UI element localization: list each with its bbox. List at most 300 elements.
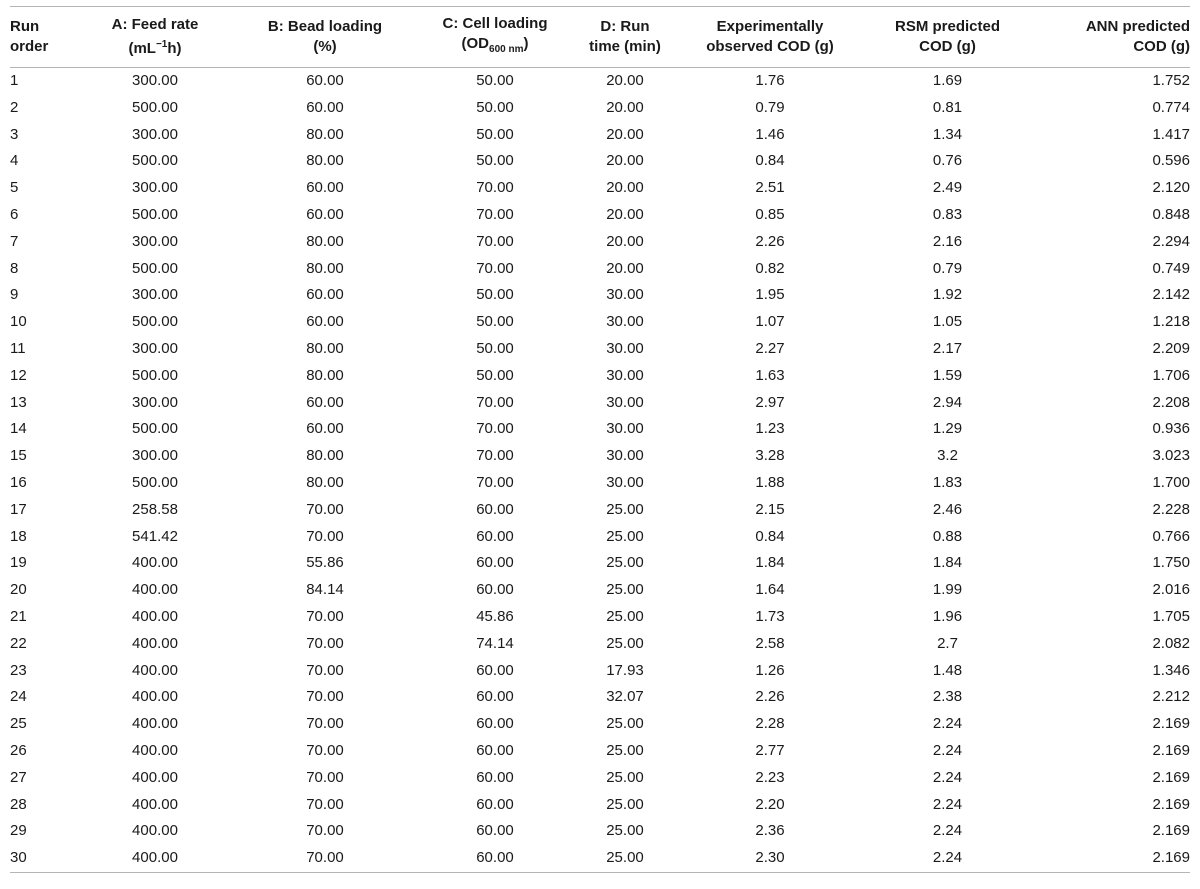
header-bead-loading-line2: (%) <box>313 38 337 55</box>
header-run-time <box>580 7 670 68</box>
cell-feed-rate: 400.00 <box>132 688 178 706</box>
cell-run-order: 11 <box>10 339 26 357</box>
cell-observed-cod: 3.28 <box>755 447 785 465</box>
cell-ann-cod: 1.417 <box>1152 125 1190 143</box>
table-row <box>10 175 1190 202</box>
cell-observed-cod: 0.84 <box>755 527 785 545</box>
cell-run-time: 32.07 <box>606 688 644 706</box>
cell-rsm-cod: 2.24 <box>932 741 963 759</box>
header-rsm-cod-line1: RSM predicted <box>894 18 1000 35</box>
cell-feed-rate: 300.00 <box>132 125 178 143</box>
cell-bead-loading: 80.00 <box>306 366 344 384</box>
cell-cell-loading: 60.00 <box>476 849 514 867</box>
header-ann-cod-line2: COD (g) <box>1133 38 1190 55</box>
cell-run-time: 25.00 <box>606 741 644 759</box>
data-table-container <box>10 0 1190 873</box>
cell-bead-loading: 70.00 <box>306 500 344 518</box>
cell-ann-cod: 0.774 <box>1152 98 1190 116</box>
cell-cell-loading: 50.00 <box>476 366 514 384</box>
cell-ann-cod: 1.706 <box>1152 366 1190 384</box>
cell-run-time: 20.00 <box>606 98 644 116</box>
cell-bead-loading: 80.00 <box>306 473 344 491</box>
cell-observed-cod: 2.15 <box>755 500 785 518</box>
header-bead-loading <box>240 7 410 68</box>
cell-cell-loading: 60.00 <box>476 715 514 733</box>
cell-cell-loading: 70.00 <box>476 420 514 438</box>
cell-run-order: 2 <box>10 98 19 116</box>
cell-observed-cod: 1.73 <box>755 607 785 625</box>
table-row <box>10 148 1190 175</box>
cell-observed-cod: 1.88 <box>755 473 785 491</box>
cell-feed-rate: 400.00 <box>132 581 178 599</box>
cell-cell-loading: 60.00 <box>476 768 514 786</box>
table-row <box>10 390 1190 417</box>
cell-observed-cod: 1.46 <box>755 125 785 143</box>
cell-run-order: 8 <box>10 259 19 277</box>
cell-run-time: 25.00 <box>606 607 644 625</box>
cell-feed-rate: 500.00 <box>132 205 178 223</box>
table-header <box>10 7 1190 68</box>
cell-run-order: 29 <box>10 822 27 840</box>
header-rsm-cod <box>870 7 1025 68</box>
cell-rsm-cod: 1.83 <box>932 473 963 491</box>
cell-cell-loading: 70.00 <box>476 447 514 465</box>
cell-cell-loading: 60.00 <box>476 795 514 813</box>
table-row <box>10 792 1190 819</box>
cell-observed-cod: 2.36 <box>755 822 785 840</box>
cell-run-order: 20 <box>10 581 27 599</box>
cell-cell-loading: 70.00 <box>476 259 514 277</box>
cell-run-order: 12 <box>10 366 27 384</box>
cell-feed-rate: 300.00 <box>132 339 178 357</box>
header-run-time-line2: time (min) <box>589 38 661 55</box>
cell-bead-loading: 80.00 <box>306 125 344 143</box>
cell-ann-cod: 1.752 <box>1152 72 1190 89</box>
cell-cell-loading: 60.00 <box>476 741 514 759</box>
cell-observed-cod: 2.51 <box>755 179 785 197</box>
cell-observed-cod: 1.26 <box>755 661 785 679</box>
cell-bead-loading: 60.00 <box>306 420 344 438</box>
cell-ann-cod: 2.208 <box>1152 393 1190 411</box>
cell-cell-loading: 60.00 <box>476 688 514 706</box>
table-row <box>10 309 1190 336</box>
cell-run-time: 20.00 <box>606 179 644 197</box>
cell-ann-cod: 2.169 <box>1152 849 1190 867</box>
cell-run-time: 25.00 <box>606 768 644 786</box>
cell-feed-rate: 300.00 <box>132 232 178 250</box>
cell-observed-cod: 0.82 <box>755 259 785 277</box>
cell-ann-cod: 0.749 <box>1152 259 1190 277</box>
cell-observed-cod: 1.95 <box>755 286 785 304</box>
cell-cell-loading: 70.00 <box>476 473 514 491</box>
table-row <box>10 443 1190 470</box>
header-ann-cod <box>1025 7 1190 68</box>
cell-run-time: 20.00 <box>606 152 644 170</box>
cell-rsm-cod: 1.29 <box>932 420 963 438</box>
cell-run-order: 6 <box>10 205 19 223</box>
cell-bead-loading: 60.00 <box>306 286 344 304</box>
cell-run-time: 25.00 <box>606 715 644 733</box>
table-row <box>10 765 1190 792</box>
cell-run-order: 17 <box>10 500 27 518</box>
cell-ann-cod: 2.169 <box>1152 822 1190 840</box>
cell-feed-rate: 400.00 <box>132 768 178 786</box>
cell-feed-rate: 400.00 <box>132 795 178 813</box>
cell-ann-cod: 1.218 <box>1152 313 1190 331</box>
cell-run-order: 24 <box>10 688 27 706</box>
cell-observed-cod: 2.20 <box>755 795 785 813</box>
cell-ann-cod: 2.169 <box>1152 715 1190 733</box>
cell-run-time: 30.00 <box>606 313 644 331</box>
header-ann-cod-line1: ANN predicted <box>1085 18 1190 35</box>
cell-ann-cod: 1.700 <box>1152 473 1190 491</box>
cell-observed-cod: 2.26 <box>755 688 785 706</box>
cell-run-time: 20.00 <box>606 205 644 223</box>
cell-run-order: 9 <box>10 286 19 304</box>
table-row <box>10 416 1190 443</box>
cell-bead-loading: 60.00 <box>306 72 344 89</box>
cell-bead-loading: 80.00 <box>306 152 344 170</box>
cell-run-time: 17.93 <box>606 661 644 679</box>
cell-feed-rate: 400.00 <box>132 849 178 867</box>
cell-run-order: 4 <box>10 152 19 170</box>
cell-feed-rate: 400.00 <box>132 661 178 679</box>
cell-rsm-cod: 2.24 <box>932 715 963 733</box>
cell-rsm-cod: 1.05 <box>932 313 963 331</box>
header-observed-cod <box>670 7 870 68</box>
header-rsm-cod-line2: COD (g) <box>919 38 976 55</box>
cell-observed-cod: 2.58 <box>755 634 785 652</box>
cell-bead-loading: 80.00 <box>306 447 344 465</box>
cell-bead-loading: 80.00 <box>306 232 344 250</box>
cell-feed-rate: 500.00 <box>132 259 178 277</box>
cell-run-order: 25 <box>10 715 27 733</box>
cell-ann-cod: 2.228 <box>1152 500 1190 518</box>
cell-run-order: 18 <box>10 527 27 545</box>
cell-cell-loading: 70.00 <box>476 232 514 250</box>
cell-rsm-cod: 2.24 <box>932 849 963 867</box>
cell-feed-rate: 400.00 <box>132 634 178 652</box>
cell-rsm-cod: 2.24 <box>932 822 963 840</box>
cell-rsm-cod: 0.83 <box>932 205 963 223</box>
cell-ann-cod: 2.016 <box>1152 581 1190 599</box>
cell-rsm-cod: 1.96 <box>932 607 963 625</box>
cell-rsm-cod: 0.88 <box>932 527 963 545</box>
header-feed-rate-unit-b: h) <box>167 40 182 57</box>
cell-bead-loading: 70.00 <box>306 634 344 652</box>
cell-feed-rate: 258.58 <box>132 500 178 518</box>
cell-run-time: 30.00 <box>606 447 644 465</box>
cell-cell-loading: 60.00 <box>476 661 514 679</box>
cell-feed-rate: 300.00 <box>132 447 178 465</box>
cell-observed-cod: 2.28 <box>755 715 785 733</box>
cell-rsm-cod: 0.81 <box>932 98 963 116</box>
cell-run-order: 14 <box>10 420 27 438</box>
table-row <box>10 550 1190 577</box>
cell-feed-rate: 400.00 <box>132 554 178 572</box>
header-bead-loading-line1: B: Bead loading <box>267 18 383 35</box>
cell-rsm-cod: 1.34 <box>932 125 963 143</box>
cell-rsm-cod: 0.79 <box>932 259 963 277</box>
bottom-rule <box>10 872 1190 873</box>
cell-run-order: 23 <box>10 661 27 679</box>
cell-run-time: 30.00 <box>606 420 644 438</box>
cell-cell-loading: 60.00 <box>476 581 514 599</box>
cell-observed-cod: 2.26 <box>755 232 785 250</box>
header-run-order-line2: order <box>10 38 49 55</box>
cell-run-order: 21 <box>10 607 27 625</box>
cell-observed-cod: 0.84 <box>755 152 785 170</box>
header-feed-rate-line1: A: Feed rate <box>111 16 199 33</box>
cell-ann-cod: 0.766 <box>1152 527 1190 545</box>
cell-run-order: 5 <box>10 179 19 197</box>
cell-bead-loading: 60.00 <box>306 393 344 411</box>
cell-ann-cod: 3.023 <box>1152 447 1190 465</box>
table-row <box>10 684 1190 711</box>
cell-cell-loading: 50.00 <box>476 125 514 143</box>
cell-ann-cod: 2.209 <box>1152 339 1190 357</box>
cell-bead-loading: 70.00 <box>306 822 344 840</box>
cell-feed-rate: 500.00 <box>132 473 178 491</box>
header-cell-loading-unit-sub: 600 nm <box>489 44 524 55</box>
cell-ann-cod: 0.596 <box>1152 152 1190 170</box>
cell-observed-cod: 2.30 <box>755 849 785 867</box>
table-row <box>10 818 1190 845</box>
cell-bead-loading: 70.00 <box>306 661 344 679</box>
cell-observed-cod: 1.23 <box>755 420 785 438</box>
cell-run-order: 3 <box>10 125 19 143</box>
cell-ann-cod: 0.936 <box>1152 420 1190 438</box>
cell-feed-rate: 300.00 <box>132 72 178 89</box>
cell-rsm-cod: 1.84 <box>932 554 963 572</box>
cell-bead-loading: 70.00 <box>306 715 344 733</box>
cell-rsm-cod: 2.24 <box>932 795 963 813</box>
header-cell-loading <box>410 7 580 68</box>
cell-run-time: 25.00 <box>606 554 644 572</box>
header-observed-cod-line2: observed COD (g) <box>706 38 834 55</box>
cell-bead-loading: 84.14 <box>306 581 344 599</box>
cell-rsm-cod: 2.7 <box>937 634 958 652</box>
cell-cell-loading: 70.00 <box>476 179 514 197</box>
cell-cell-loading: 70.00 <box>476 393 514 411</box>
table-row <box>10 229 1190 256</box>
cell-run-order: 16 <box>10 473 27 491</box>
table-row <box>10 845 1190 872</box>
cell-cell-loading: 60.00 <box>476 554 514 572</box>
cell-bead-loading: 70.00 <box>306 741 344 759</box>
cell-ann-cod: 1.750 <box>1152 554 1190 572</box>
cell-run-order: 28 <box>10 795 27 813</box>
cell-bead-loading: 60.00 <box>306 179 344 197</box>
cell-observed-cod: 0.79 <box>755 98 785 116</box>
table-row <box>10 577 1190 604</box>
cell-cell-loading: 50.00 <box>476 313 514 331</box>
table-row <box>10 738 1190 765</box>
table-row <box>10 363 1190 390</box>
cell-observed-cod: 1.76 <box>755 72 785 89</box>
cell-ann-cod: 2.212 <box>1152 688 1190 706</box>
table-row <box>10 658 1190 685</box>
cell-feed-rate: 500.00 <box>132 366 178 384</box>
cell-rsm-cod: 2.46 <box>932 500 963 518</box>
cell-ann-cod: 2.169 <box>1152 795 1190 813</box>
table-row <box>10 282 1190 309</box>
cell-run-time: 25.00 <box>606 822 644 840</box>
cell-run-time: 25.00 <box>606 795 644 813</box>
cell-run-time: 30.00 <box>606 366 644 384</box>
cell-observed-cod: 2.97 <box>755 393 785 411</box>
cell-ann-cod: 2.169 <box>1152 741 1190 759</box>
cell-rsm-cod: 1.92 <box>932 286 963 304</box>
cell-run-time: 20.00 <box>606 72 644 89</box>
cell-cell-loading: 74.14 <box>476 634 514 652</box>
cell-observed-cod: 1.63 <box>755 366 785 384</box>
table-row <box>10 631 1190 658</box>
cell-observed-cod: 1.07 <box>755 313 785 331</box>
table-row <box>10 497 1190 524</box>
header-feed-rate-unit-sup: −1 <box>155 39 168 50</box>
cell-observed-cod: 2.27 <box>755 339 785 357</box>
cell-bead-loading: 70.00 <box>306 688 344 706</box>
data-table <box>10 7 1190 872</box>
cell-feed-rate: 400.00 <box>132 715 178 733</box>
cell-bead-loading: 70.00 <box>306 607 344 625</box>
cell-ann-cod: 2.169 <box>1152 768 1190 786</box>
cell-run-order: 22 <box>10 634 27 652</box>
cell-run-time: 25.00 <box>606 634 644 652</box>
cell-bead-loading: 55.86 <box>306 554 344 572</box>
cell-feed-rate: 400.00 <box>132 607 178 625</box>
header-feed-rate <box>70 7 240 68</box>
table-row <box>10 95 1190 122</box>
table-row <box>10 256 1190 283</box>
cell-run-time: 30.00 <box>606 339 644 357</box>
cell-run-order: 1 <box>10 72 19 89</box>
cell-run-time: 25.00 <box>606 581 644 599</box>
header-feed-rate-line2 <box>70 35 240 59</box>
cell-cell-loading: 70.00 <box>476 205 514 223</box>
table-row <box>10 470 1190 497</box>
cell-run-order: 10 <box>10 313 27 331</box>
cell-cell-loading: 50.00 <box>476 98 514 116</box>
cell-bead-loading: 70.00 <box>306 527 344 545</box>
header-row <box>10 7 1190 68</box>
cell-rsm-cod: 1.69 <box>932 72 963 89</box>
cell-bead-loading: 70.00 <box>306 849 344 867</box>
cell-ann-cod: 0.848 <box>1152 205 1190 223</box>
cell-ann-cod: 1.346 <box>1152 661 1190 679</box>
cell-run-time: 30.00 <box>606 473 644 491</box>
cell-rsm-cod: 2.94 <box>932 393 963 411</box>
cell-feed-rate: 400.00 <box>132 741 178 759</box>
cell-run-time: 20.00 <box>606 125 644 143</box>
cell-bead-loading: 60.00 <box>306 313 344 331</box>
cell-rsm-cod: 0.76 <box>932 152 963 170</box>
cell-feed-rate: 500.00 <box>132 420 178 438</box>
cell-run-time: 30.00 <box>606 286 644 304</box>
table-row <box>10 202 1190 229</box>
cell-run-time: 25.00 <box>606 527 644 545</box>
cell-run-time: 25.00 <box>606 849 644 867</box>
cell-feed-rate: 300.00 <box>132 179 178 197</box>
cell-cell-loading: 60.00 <box>476 500 514 518</box>
cell-rsm-cod: 1.59 <box>932 366 963 384</box>
cell-cell-loading: 50.00 <box>476 339 514 357</box>
table-row <box>10 604 1190 631</box>
cell-run-order: 7 <box>10 232 19 250</box>
header-observed-cod-line1: Experimentally <box>716 18 824 35</box>
cell-run-time: 25.00 <box>606 500 644 518</box>
cell-rsm-cod: 2.16 <box>932 232 963 250</box>
cell-rsm-cod: 2.24 <box>932 768 963 786</box>
table-row <box>10 711 1190 738</box>
cell-bead-loading: 70.00 <box>306 795 344 813</box>
cell-bead-loading: 60.00 <box>306 205 344 223</box>
cell-run-order: 30 <box>10 849 27 867</box>
cell-ann-cod: 2.142 <box>1152 286 1190 304</box>
cell-observed-cod: 2.23 <box>755 768 785 786</box>
cell-observed-cod: 1.64 <box>755 581 785 599</box>
cell-cell-loading: 50.00 <box>476 286 514 304</box>
cell-bead-loading: 60.00 <box>306 98 344 116</box>
table-row <box>10 68 1190 95</box>
cell-feed-rate: 300.00 <box>132 393 178 411</box>
header-cell-loading-line2 <box>410 34 580 60</box>
cell-bead-loading: 80.00 <box>306 339 344 357</box>
header-run-time-line1: D: Run <box>600 18 650 35</box>
cell-cell-loading: 60.00 <box>476 527 514 545</box>
table-row <box>10 524 1190 551</box>
cell-ann-cod: 2.082 <box>1152 634 1190 652</box>
header-run-order-line1: Run <box>10 18 40 35</box>
cell-run-time: 20.00 <box>606 259 644 277</box>
header-cell-loading-unit-a: (OD <box>461 35 490 52</box>
cell-bead-loading: 80.00 <box>306 259 344 277</box>
cell-cell-loading: 50.00 <box>476 152 514 170</box>
cell-rsm-cod: 1.99 <box>932 581 963 599</box>
cell-run-order: 26 <box>10 741 27 759</box>
cell-rsm-cod: 2.17 <box>932 339 963 357</box>
cell-run-order: 15 <box>10 447 27 465</box>
table-row <box>10 336 1190 363</box>
cell-rsm-cod: 3.2 <box>937 447 958 465</box>
header-feed-rate-unit-a: (mL <box>128 40 156 57</box>
cell-ann-cod: 2.120 <box>1152 179 1190 197</box>
cell-run-time: 30.00 <box>606 393 644 411</box>
cell-run-order: 27 <box>10 768 27 786</box>
cell-observed-cod: 0.85 <box>755 205 785 223</box>
cell-rsm-cod: 1.48 <box>932 661 963 679</box>
table-row <box>10 122 1190 149</box>
cell-feed-rate: 500.00 <box>132 152 178 170</box>
cell-run-time: 20.00 <box>606 232 644 250</box>
cell-ann-cod: 1.705 <box>1152 607 1190 625</box>
header-cell-loading-unit-b: ) <box>523 35 529 52</box>
cell-rsm-cod: 2.38 <box>932 688 963 706</box>
cell-feed-rate: 500.00 <box>132 313 178 331</box>
cell-cell-loading: 60.00 <box>476 822 514 840</box>
cell-rsm-cod: 2.49 <box>932 179 963 197</box>
cell-run-order: 19 <box>10 554 27 572</box>
cell-cell-loading: 50.00 <box>476 72 514 89</box>
cell-ann-cod: 2.294 <box>1152 232 1190 250</box>
cell-observed-cod: 1.84 <box>755 554 785 572</box>
cell-cell-loading: 45.86 <box>476 607 514 625</box>
cell-observed-cod: 2.77 <box>755 741 785 759</box>
cell-bead-loading: 70.00 <box>306 768 344 786</box>
header-cell-loading-line1: C: Cell loading <box>442 15 548 32</box>
table-body <box>10 68 1190 872</box>
